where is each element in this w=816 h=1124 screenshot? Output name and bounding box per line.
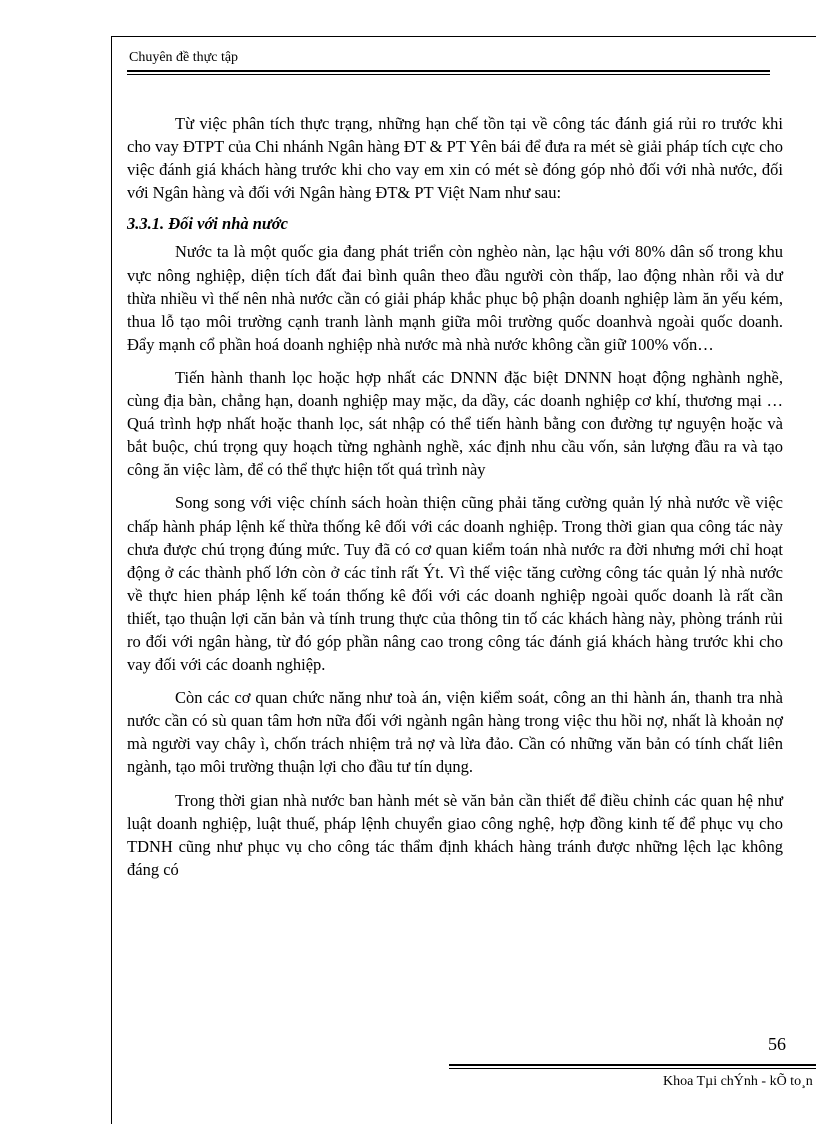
footer-divider-thick — [449, 1064, 816, 1066]
body-paragraph-3: Song song với việc chính sách hoàn thiện cũng phải tăng cường quản lý nhà nước về việc chấp hành pháp lệnh kế thừa thống kê đối với các doanh nghiệp. Trong thời gian qua công tác này chưa được chú trọng đúng mức. Tuy đã có cơ quan kiểm toán nhà nước ra đời nhưng mới chỉ hoạt động ở các thành phố lớn còn ở các tỉnh rất Ýt. Vì thế việc tăng cường công tác quản lý nhà nước về thực hien pháp lệnh kế toán thống kê đối với các doanh nghiệp ngoài quốc doanh là rất cần thiết, tạo thuận lợi căn bản và tính trung thực của thông tin tố các khách hàng này, phòng tránh rủi ro đối với ngân hàng, từ đó góp phần nâng cao trong công tác đánh giá khách hàng trước khi cho vay đối với các doanh nghiệp. — [127, 493, 783, 675]
header-divider-thin — [127, 74, 770, 75]
footer-divider-thin — [449, 1068, 816, 1069]
header-divider-thick — [127, 70, 770, 72]
intro-paragraph: Từ việc phân tích thực trạng, những hạn chế tồn tại về công tác đánh giá rủi ro trước khi cho vay ĐTPT của Chi nhánh Ngân hàng ĐT & PT Yên bái để đưa ra mét sè giải pháp tích cực cho việc đánh giá khách hàng trước khi cho vay em xin có mét sè đóng góp nhỏ đối với nhà nước, đối với Ngân hàng và đối với Ngân hàng ĐT& PT Việt Nam như sau: — [127, 114, 783, 203]
section-heading: 3.3.1. Đối với nhà nước — [127, 214, 288, 234]
document-body — [127, 112, 783, 881]
body-paragraph-2: Tiến hành thanh lọc hoặc hợp nhất các DNNN đặc biệt DNNN hoạt động nghành nghề, cùng địa bàn, chẳng hạn, doanh nghiệp may mặc, da dầy, các doanh nghiệp cơ khí, thương mại … Quá trình hợp nhất hoặc thanh lọc, sát nhập có thể tiến hành bằng con đường tự nguyện hoặc và bắt buộc, chú trọng quy hoạch từng nghành nghề, xác định nhu cầu vốn, sản lượng đầu ra và tạo công ăn việc làm, để có thể thực hiện tốt quá trình này — [127, 367, 783, 480]
body-paragraph-5: Trong thời gian nhà nước ban hành mét sè văn bản cần thiết để điều chỉnh các quan hệ như luật doanh nghiệp, luật thuế, pháp lệnh chuyển giao công nghệ, hợp đồng kinh tế để phục vụ cho TDNH cũng như phục vụ cho công tác thẩm định khách hàng tránh được những lệch lạc không đáng có — [127, 790, 783, 879]
header-title: Chuyên đề thực tập — [129, 50, 239, 65]
body-paragraph-1: Nước ta là một quốc gia đang phát triển còn nghèo nàn, lạc hậu với 80% dân số trong khu vực nông nghiệp, diện tích đất đai bình quân theo đầu người còn thấp, lao động nhàn rỗi và dư thừa nhiều vì thế nên nhà nước cần có giải pháp khắc phục bộ phận doanh nghiệp làm ăn yếu kém, thua lỗ tạo môi trường cạnh tranh lành mạnh giữa môi trường quốc doanhvà ngoài quốc doanh. Đẩy mạnh cổ phần hoá doanh nghiệp nhà nước mà nhà nước không cần giữ 100% vốn… — [127, 242, 783, 354]
footer-department: Khoa Tµi chÝnh - kÕ to¸n — [663, 1074, 813, 1089]
body-paragraph-4: Còn các cơ quan chức năng như toà án, viện kiểm soát, công an thi hành án, thanh tra nhà nước cần có sù quan tâm hơn nữa đối với ngành ngân hàng trong việc thu hồi nợ, nhất là khoản nợ mà người vay chây ì, chốn trách nhiệm trả nợ và lừa đảo. Cần có những văn bản có tính chất liên ngành, tạo môi trường thuận lợi cho đầu tư tín dụng. — [127, 688, 783, 777]
page-number: 56 — [768, 1034, 786, 1054]
